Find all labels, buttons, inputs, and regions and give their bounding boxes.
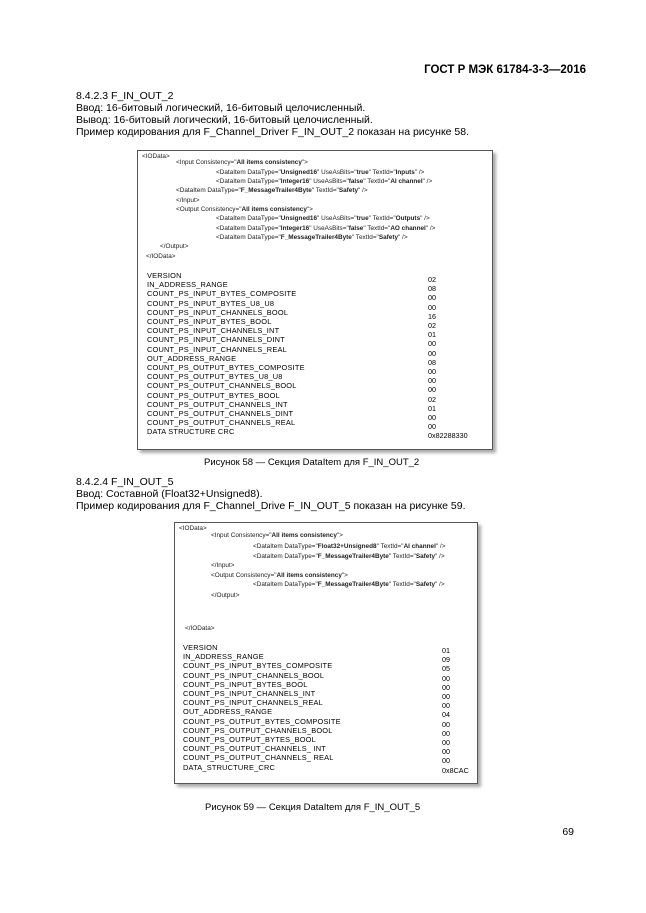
figure-caption: Рисунок 59 — Секция DataItem для F_IN_OUT_5 xyxy=(205,802,421,813)
section-heading: 8.4.2.3 F_IN_OUT_2 xyxy=(76,90,174,102)
section-heading: 8.4.2.4 F_IN_OUT_5 xyxy=(76,476,174,488)
body-text: Пример кодирования для F_Channel_Drive F_IN_OUT_5 показан на рисунке 59. xyxy=(76,500,466,512)
xml-line: <DataItem DataType="Float32+Unsigned8" TextId="AI channel" /> xyxy=(253,543,446,550)
xml-line: <DataItem DataType="Integer16" UseAsBits="false" TextId="AO channel" /> xyxy=(216,225,436,232)
xml-line: <IOData> xyxy=(142,153,170,160)
xml-line: <DataItem DataType="F_MessageTrailer4Byte" TextId="Safety" /> xyxy=(176,187,368,194)
xml-line: <Output Consistency="All items consistency"> xyxy=(176,206,313,213)
parameter-values: 01 09 05 00 00 00 00 04 00 00 00 00 00 0x8CAC xyxy=(442,646,469,775)
xml-line: <DataItem DataType="F_MessageTrailer4Byte" TextId="Safety" /> xyxy=(253,553,445,560)
xml-line: <DataItem DataType="Integer16" UseAsBits="false" TextId="AI channel" /> xyxy=(216,178,433,185)
xml-line: <DataItem DataType="F_MessageTrailer4Byte" TextId="Safety" /> xyxy=(253,581,445,588)
xml-line: </Input> xyxy=(176,197,200,204)
xml-line: <DataItem DataType="Unsigned16" UseAsBits="true" TextId="Outputs" /> xyxy=(216,215,430,222)
figure-caption: Рисунок 58 — Секция DataItem для F_IN_OUT_2 xyxy=(204,457,420,468)
body-text: Ввод: 16-битовый логический, 16-битовый целочисленный. xyxy=(76,102,366,114)
parameter-names: VERSION IN_ADDRESS_RANGE COUNT_PS_INPUT_BYTES_COMPOSITE COUNT_PS_INPUT_CHANNELS_BOOL COUNT_PS_INPUT_BYTES_BOOL COUNT_PS_INPUT_CHANNELS_INT COUNT_PS_INPUT_CHANNELS_REAL OUT_ADDRESS_RANGE COUNT_PS_OUTPUT_BYTES_COMPOSITE COUNT_PS_OUTPUT_CHANNELS_BOOL COUNT_PS_OUTPUT_BYTES_BOOL COUNT_PS_OUTPUT_CHANNELS_ INT COUNT_PS_OUTPUT_CHANNELS_ REAL DATA_STRUCTURE_CRC xyxy=(183,643,341,772)
figure-58-box xyxy=(137,150,493,450)
body-text: Ввод: Составной (Float32+Unsigned8). xyxy=(76,488,263,500)
xml-line: </IOData> xyxy=(146,253,176,260)
body-text: Пример кодирования для F_Channel_Driver F_IN_OUT_2 показан на рисунке 58. xyxy=(76,126,470,138)
parameter-values: 02 08 00 00 16 02 01 00 00 08 00 00 00 02 01 00 00 0x82288330 xyxy=(428,275,468,441)
xml-line: </IOData> xyxy=(185,625,215,632)
figure-59-box xyxy=(174,522,478,784)
xml-line: </Output> xyxy=(211,592,240,599)
xml-line: <Input Consistency="All items consistency"> xyxy=(176,159,308,166)
page-number: 69 xyxy=(562,826,574,838)
xml-line: <Input Consistency="All items consistency"> xyxy=(211,532,343,539)
xml-line: </Input> xyxy=(211,562,235,569)
xml-line: <DataItem DataType="Unsigned16" UseAsBits="true" TextId="Inputs" /> xyxy=(216,169,425,176)
body-text: Вывод: 16-битовый логический, 16-битовый целочисленный. xyxy=(76,114,373,126)
xml-line: <DataItem DataType="F_MessageTrailer4Byte" TextId="Safety" /> xyxy=(216,234,408,241)
xml-line: </Output> xyxy=(160,243,189,250)
parameter-names: VERSION IN_ADDRESS_RANGE COUNT_PS_INPUT_BYTES_COMPOSITE COUNT_PS_INPUT_BYTES_U8_U8 COUNT_PS_INPUT_CHANNELS_BOOL COUNT_PS_INPUT_BYTES_BOOL COUNT_PS_INPUT_CHANNELS_INT COUNT_PS_INPUT_CHANNELS_DINT COUNT_PS_INPUT_CHANNELS_REAL OUT_ADDRESS_RANGE COUNT_PS_OUTPUT_BYTES_COMPOSITE COUNT_PS_OUTPUT_BYTES_U8_U8 COUNT_PS_OUTPUT_CHANNELS_BOOL COUNT_PS_OUTPUT_BYTES_BOOL COUNT_PS_OUTPUT_CHANNELS_INT COUNT_PS_OUTPUT_CHANNELS_DINT COUNT_PS_OUTPUT_CHANNELS_REAL DATA STRUCTURE CRC xyxy=(147,271,305,437)
xml-line: <IOData> xyxy=(179,525,207,532)
xml-line: <Output Consistency="All items consistency"> xyxy=(211,572,348,579)
running-header: ГОСТ Р МЭК 61784-3-3—2016 xyxy=(424,64,586,76)
